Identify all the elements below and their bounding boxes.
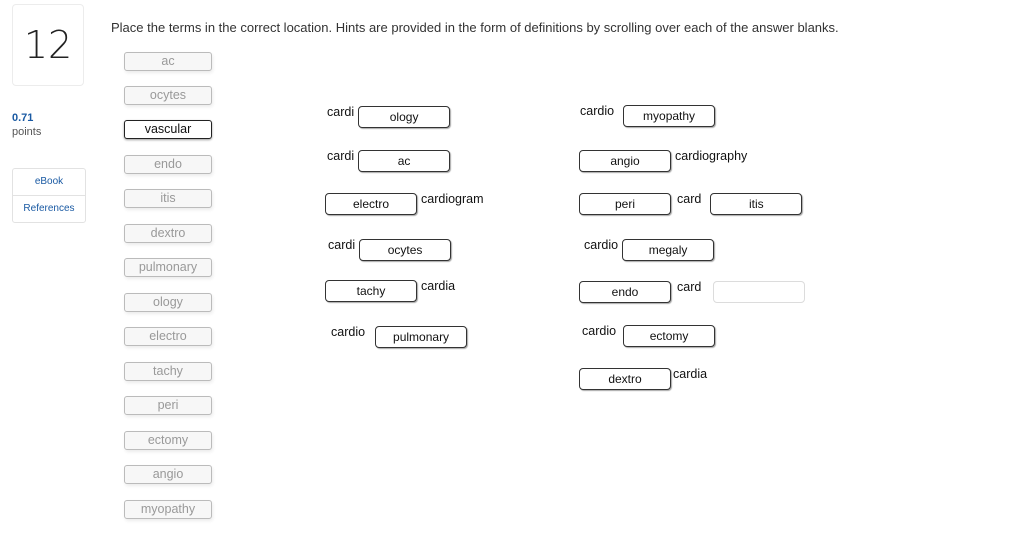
term-chip-pulmonary[interactable]: pulmonary	[124, 258, 212, 277]
term-chip-angio[interactable]: angio	[124, 465, 212, 484]
answer-blank[interactable]: electro	[325, 193, 417, 215]
points-label: points	[12, 126, 42, 138]
term-row	[579, 191, 802, 215]
term-chip-electro[interactable]: electro	[124, 327, 212, 346]
term-chip-dextro[interactable]: dextro	[124, 224, 212, 243]
term-row	[331, 324, 467, 348]
answer-blank[interactable]: ac	[358, 150, 450, 172]
term-row	[327, 148, 450, 172]
term-row	[325, 191, 484, 215]
term-chip-vascular[interactable]: vascular	[124, 120, 212, 139]
term-row	[328, 237, 451, 261]
term-chip-ac[interactable]: ac	[124, 52, 212, 71]
term-row	[325, 278, 455, 302]
answer-blank[interactable]: tachy	[325, 280, 417, 302]
word-suffix: cardiography	[675, 149, 748, 163]
answer-blank[interactable]: ocytes	[359, 239, 451, 261]
ebook-link[interactable]: eBook	[34, 176, 64, 187]
word-suffix: cardia	[421, 279, 456, 293]
resources-box	[12, 168, 86, 223]
word-prefix: cardio	[582, 324, 617, 338]
term-row	[582, 323, 715, 347]
answer-blank[interactable]: dextro	[579, 368, 671, 390]
word-middle: card	[677, 280, 702, 294]
question-number: 12	[12, 4, 84, 86]
answer-blank[interactable]: ectomy	[623, 325, 715, 347]
term-chip-endo[interactable]: endo	[124, 155, 212, 174]
word-prefix: cardi	[328, 238, 356, 252]
term-row	[584, 237, 714, 261]
word-suffix: cardia	[673, 367, 708, 381]
references-link[interactable]: References	[13, 195, 85, 222]
term-chip-myopathy[interactable]: myopathy	[124, 500, 212, 519]
instructions: Place the terms in the correct location. Hints are provided in the form of definitions by scrolling over each of the answer blanks.	[111, 20, 839, 35]
answer-blank[interactable]: peri	[579, 193, 671, 215]
term-chip-ology[interactable]: ology	[124, 293, 212, 312]
term-chip-ocytes[interactable]: ocytes	[124, 86, 212, 105]
word-prefix: cardi	[327, 105, 355, 119]
answer-blank[interactable]: endo	[579, 281, 671, 303]
term-chip-peri[interactable]: peri	[124, 396, 212, 415]
answer-blank[interactable]: angio	[579, 150, 671, 172]
points-block	[12, 111, 41, 139]
word-middle: card	[677, 192, 702, 206]
answer-blank[interactable]: megaly	[622, 239, 714, 261]
word-prefix: cardio	[331, 325, 366, 339]
term-row	[327, 104, 450, 128]
term-chip-itis[interactable]: itis	[124, 189, 212, 208]
empty-answer-blank[interactable]	[713, 281, 805, 303]
term-row	[579, 148, 747, 172]
term-row	[579, 279, 805, 303]
term-chip-tachy[interactable]: tachy	[124, 362, 212, 381]
term-chip-ectomy[interactable]: ectomy	[124, 431, 212, 450]
answer-blank[interactable]: itis	[710, 193, 802, 215]
answer-blank[interactable]: myopathy	[623, 105, 715, 127]
points-value: 0.71	[12, 112, 34, 124]
word-prefix: cardi	[327, 149, 355, 163]
term-row	[579, 366, 707, 390]
word-prefix: cardio	[580, 104, 615, 118]
answer-blank[interactable]: pulmonary	[375, 326, 467, 348]
word-prefix: cardio	[584, 238, 619, 252]
word-suffix: cardiogram	[421, 192, 484, 206]
term-row	[580, 103, 715, 127]
answer-blank[interactable]: ology	[358, 106, 450, 128]
